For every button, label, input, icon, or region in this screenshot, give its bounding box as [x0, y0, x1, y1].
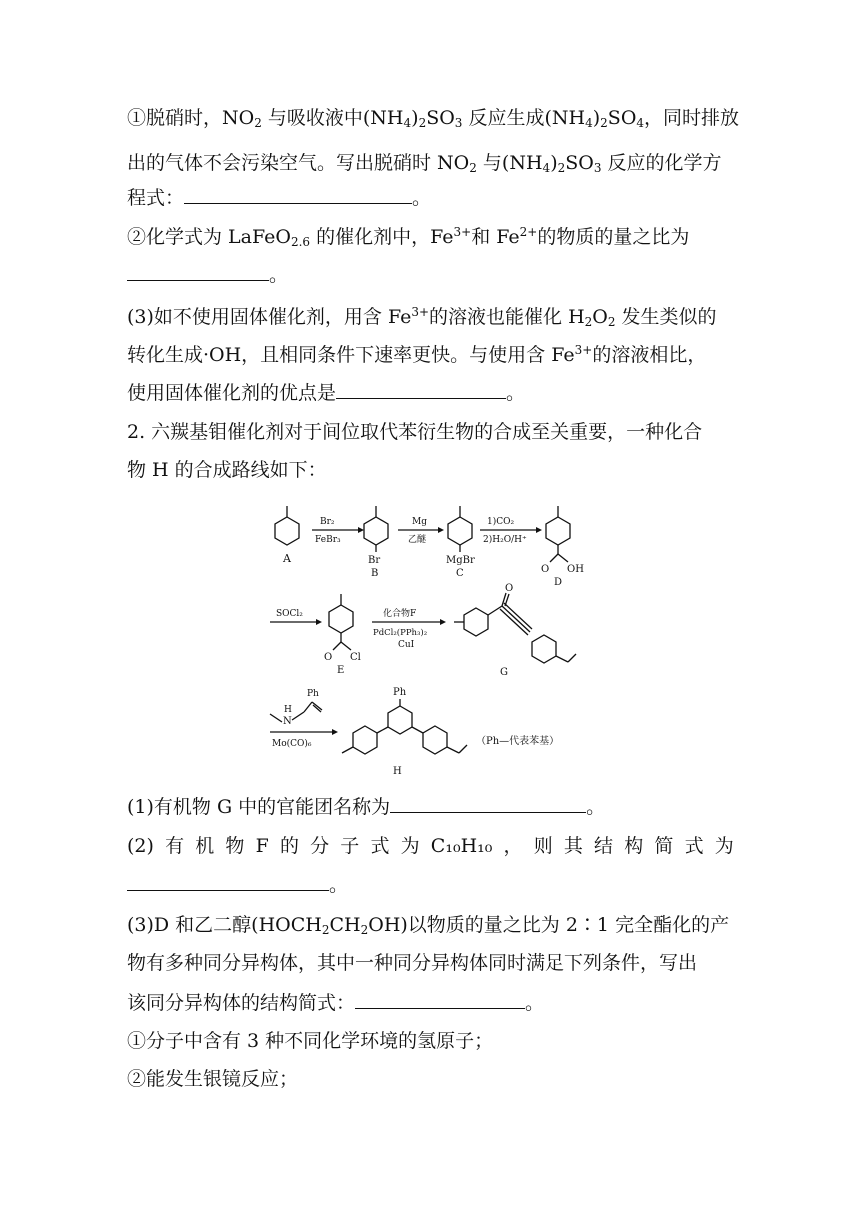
- phenyl-label: Ph: [307, 689, 319, 699]
- mgbr-label: MgBr: [446, 555, 475, 566]
- arrow-6: [270, 729, 338, 749]
- question-2-2: [127, 834, 734, 858]
- question-2-2-token: 结: [594, 835, 614, 857]
- reagent-h3o: 2)H₂O/H⁺: [483, 535, 527, 545]
- compound-c: [446, 506, 475, 579]
- question-2-line-1: 2. 六羰基钼催化剂对于间位取代苯衍生物的合成至关重要，一种化合: [127, 421, 703, 443]
- question-2-2-token: 机: [195, 835, 215, 857]
- line-7: 转化生成·OH，且相同条件下速率更快。与使用含 $Fe^{3+}$的溶液相比，: [127, 343, 707, 366]
- reagent-mo-co: Mo(CO)₆: [272, 739, 312, 749]
- label-b: B: [371, 568, 379, 579]
- compound-h: [342, 687, 467, 777]
- question-2-2-token: 其: [563, 835, 583, 857]
- compound-b: [364, 506, 388, 579]
- question-2-2-token: ，: [503, 835, 523, 857]
- answer-blank[interactable]: [184, 185, 412, 204]
- arrow-3: [480, 516, 542, 545]
- question-2-3-line-2: 物有多种同分异构体，其中一种同分异构体同时满足下列条件，写出: [127, 952, 698, 974]
- line-6: (3)如不使用固体催化剂，用含 $Fe^{3+}$的溶液也能催化 $H_2O_2$ 发生类似的: [127, 305, 717, 329]
- answer-blank[interactable]: [355, 990, 525, 1009]
- hydroxyl-label: OH: [567, 564, 584, 575]
- label-h: H: [393, 766, 402, 777]
- oxygen-label: O: [324, 652, 333, 663]
- reagent-socl2: SOCl₂: [276, 609, 303, 619]
- line-3: 程式： 。: [127, 187, 432, 209]
- line-1-text: ①脱硝时，$NO_2$ 与吸收液中$(NH_4)_2SO_3$ 反应生成$(NH_4)_2SO_4$，同时排放: [127, 107, 740, 130]
- reagent-febr3: FeBr₃: [315, 535, 341, 545]
- propargyl-amine-reagent: [270, 689, 322, 727]
- arrow-1: [312, 517, 364, 545]
- label-c: C: [456, 568, 464, 579]
- question-2-2-token: 构: [624, 835, 644, 857]
- line-8: 使用固体催化剂的优点是 。: [127, 382, 526, 404]
- line-4: ②化学式为 LaFeO$_{2.6}$ 的催化剂中，$Fe^{3+}$和 $Fe^{2+}$的物质的量之比为: [127, 225, 690, 249]
- question-2-1: (1)有机物 G 中的官能团名称为 。: [127, 796, 606, 818]
- label-d: D: [554, 577, 563, 588]
- question-2-2-token: 子: [340, 835, 360, 857]
- reagent-ether: 乙醚: [408, 535, 427, 545]
- oxygen-label: O: [505, 583, 514, 594]
- question-2-2-token: 有: [165, 835, 185, 857]
- arrow-4: [270, 609, 322, 625]
- compound-g: [454, 583, 576, 678]
- question-2-2-token: (2): [127, 835, 154, 857]
- compound-a: [275, 506, 299, 565]
- condition-1: ①分子中含有 3 种不同化学环境的氢原子；: [127, 1030, 494, 1052]
- reagent-pd-catalyst: PdCl₂(PPh₃)₂: [373, 628, 428, 638]
- reagent-cui: CuI: [398, 640, 415, 650]
- label-e: E: [337, 665, 345, 676]
- line-2: 出的气体不会污染空气。写出脱硝时 $NO_2$ 与$(NH_4)_2SO_3$ 反应的化学方: [127, 152, 722, 175]
- arrow-2: [398, 517, 444, 545]
- compound-e: [324, 594, 361, 676]
- reagent-co2: 1)CO₂: [487, 517, 515, 527]
- question-2-2-answer: 。: [127, 872, 348, 897]
- question-2-2-token: 则: [533, 835, 553, 857]
- label-a: A: [283, 552, 291, 565]
- answer-blank[interactable]: [336, 380, 506, 399]
- phenyl-note: （Ph—代表苯基）: [476, 736, 560, 747]
- answer-blank[interactable]: [127, 262, 269, 281]
- answer-blank[interactable]: [390, 794, 586, 813]
- amine-h-label: H: [284, 705, 292, 715]
- line-1: [127, 106, 740, 130]
- question-2-2-token: C₁₀H₁₀: [430, 835, 493, 857]
- compound-d: [541, 506, 584, 588]
- question-2-2-token: 为: [400, 835, 420, 857]
- question-2-3-line-3: 该同分异构体的结构简式： 。: [127, 992, 545, 1014]
- chlorine-label: Cl: [350, 652, 361, 663]
- phenyl-label: Ph: [393, 687, 407, 698]
- question-2-2-token: 的: [279, 835, 299, 857]
- question-2-3-line-1: (3)D 和乙二醇$(HOCH_2CH_2OH)$以物质的量之比为 2∶1 完全酯化的产: [127, 914, 730, 937]
- line-5: 。: [127, 262, 288, 287]
- label-g: G: [500, 667, 508, 678]
- question-2-2-token: 物: [225, 835, 245, 857]
- question-2-line-2: 物 H 的合成路线如下：: [127, 459, 327, 481]
- question-2-2-token: 式: [684, 835, 704, 857]
- reagent-br2: Br₂: [320, 517, 335, 527]
- arrow-5: [372, 607, 446, 650]
- amine-n-label: N: [283, 716, 292, 727]
- bromine-label: Br: [368, 555, 381, 566]
- question-2-2-token: 简: [654, 835, 674, 857]
- synthesis-scheme: [240, 492, 600, 782]
- question-2-2-token: 为: [714, 835, 734, 857]
- answer-blank[interactable]: [127, 872, 329, 891]
- reagent-compound-f: 化合物F: [383, 609, 417, 619]
- question-2-2-token: 分: [310, 835, 330, 857]
- question-2-2-token: F: [255, 835, 269, 857]
- oxygen-label: O: [541, 564, 550, 575]
- question-2-2-token: 式: [370, 835, 390, 857]
- reagent-mg: Mg: [412, 517, 427, 527]
- condition-2: ②能发生银镜反应；: [127, 1068, 299, 1090]
